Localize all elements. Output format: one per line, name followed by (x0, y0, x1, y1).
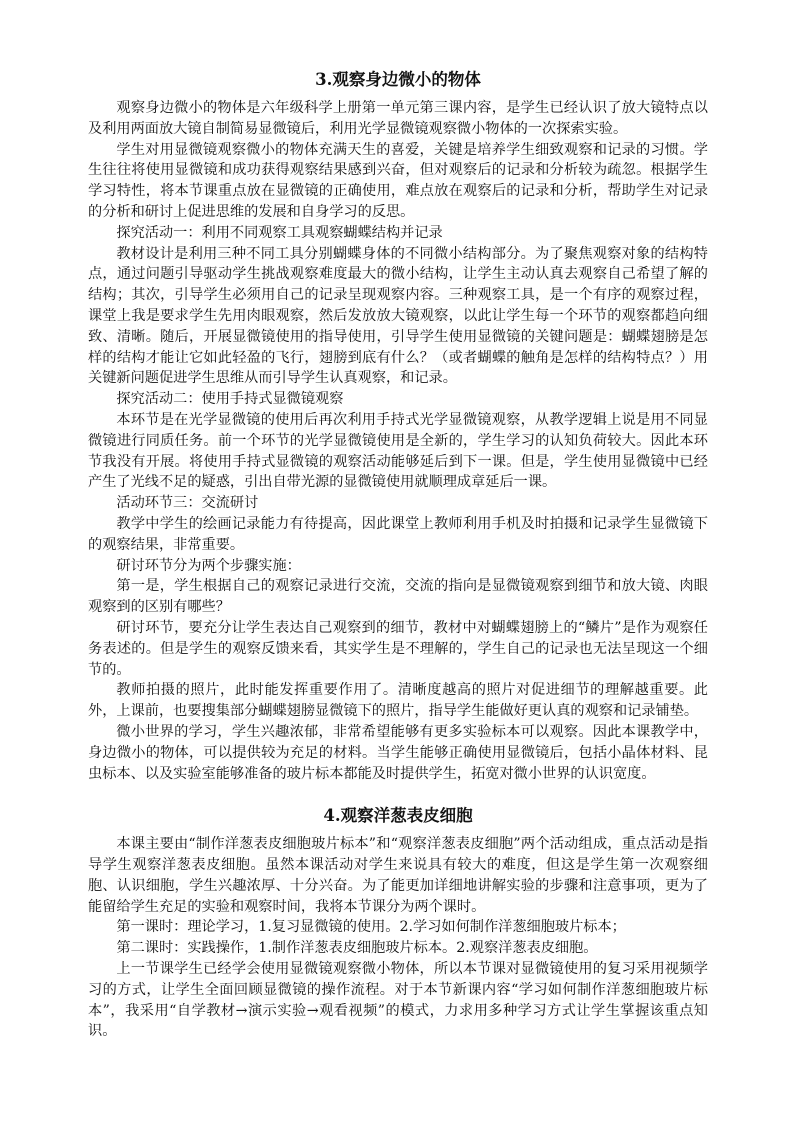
paragraph: 微小世界的学习，学生兴趣浓郁，非常希望能够有更多实验标本可以观察。因此本课教学中，身边微小的物体，可以提供较为充足的材料。当学生能够正确使用显微镜后，包括小晶体材料、昆虫标本、以及实验室能够准备的玻片标本都能及时提供学生，拓宽对微小世界的认识宽度。 (88, 723, 708, 782)
paragraph: 本环节是在光学显微镜的使用后再次利用手持式光学显微镜观察，从教学逻辑上说是用不同显微镜进行同质任务。前一个环节的光学显微镜使用是全新的，学生学习的认知负荷较大。因此本环节我没有开展。将使用手持式显微镜的观察活动能够延后到下一课。但是，学生使用显微镜中已经产生了光线不足的疑惑，引出自带光源的显微镜使用就顺理成章延后一课。 (88, 411, 708, 491)
paragraph: 第二课时：实践操作，1.制作洋葱表皮细胞玻片标本。2.观察洋葱表皮细胞。 (116, 940, 598, 957)
paragraph: 教师拍摄的照片，此时能发挥重要作用了。清晰度越高的照片对促进细节的理解越重要。此外，上课前，也要搜集部分蝴蝶翅膀显微镜下的照片，指导学生能做好更认真的观察和记录铺垫。 (88, 682, 708, 720)
section-onion-cells (88, 804, 708, 1042)
paragraph: 活动环节三：交流研讨 (116, 495, 259, 512)
paragraph: 探究活动一：利用不同观察工具观察蝴蝶结构并记录 (116, 224, 443, 241)
paragraph: 探究活动二：使用手持式显微镜观察 (116, 391, 344, 408)
paragraph: 学生对用显微镜观察微小的物体充满天生的喜爱，关键是培养学生细致观察和记录的习惯。学生往往将使用显微镜和成功获得观察结果感到兴奋，但对观察后的记录和分析较为疏忽。根据学生学习特性，将本节课重点放在显微镜的正确使用，难点放在观察后的记录和分析，帮助学生对记录的分析和研讨上促进思维的发展和自身学习的反思。 (88, 141, 708, 220)
paragraph: 教材设计是利用三种不同工具分别蝴蝶身体的不同微小结构部分。为了聚焦观察对象的结构特点，通过问题引导驱动学生挑战观察难度最大的微小结构，让学生主动认真去观察自己希望了解的结构；其次，引导学生必须用自己的记录呈现观察内容。三种观察工具，是一个有序的观察过程，课堂上我是要求学生先用肉眼观察，然后发放放大镜观察，以此让学生每一个环节的观察都趋向细致、清晰。随后，开展显微镜使用的指导使用，引导学生使用显微镜的关键问题是：蝴蝶翅膀是怎样的结构才能让它如此轻盈的飞行，翅膀到底有什么？（或者蝴蝶的触角是怎样的结构特点？）用关键新问题促进学生思维从而引导学生认真观察，和记录。 (88, 245, 708, 387)
section-title: 3.观察身边微小的物体 (315, 70, 481, 89)
paragraph: 研讨环节，要充分让学生表达自己观察到的细节，教材中对蝴蝶翅膀上的“鳞片”是作为观察任务表述的。但是学生的观察反馈来看，其实学生是不理解的，学生自己的记录也无法呈现这一个细节的。 (88, 619, 708, 678)
paragraph: 上一节课学生已经学会使用显微镜观察微小物体，所以本节课对显微镜使用的复习采用视频学习的方式，让学生全面回顾显微镜的操作流程。对于本节新课内容“学习如何制作洋葱细胞玻片标本”，我采用“自学教材→演示实验→观看视频”的模式，力求用多种学习方式让学生掌握该重点知识。 (88, 961, 708, 1040)
paragraph: 本课主要由“制作洋葱表皮细胞玻片标本”和“观察洋葱表皮细胞”两个活动组成，重点活动是指导学生观察洋葱表皮细胞。虽然本课活动对学生来说具有较大的难度，但这是学生第一次观察细胞、认识细胞，学生兴趣浓厚、十分兴奋。为了能更加详细地讲解实验的步骤和注意事项，更为了能留给学生充足的实验和观察时间，我将本节课分为两个课时。 (88, 836, 708, 915)
paragraph: 第一是，学生根据自己的观察记录进行交流，交流的指向是显微镜观察到细节和放大镜、肉眼观察到的区别有哪些？ (88, 578, 708, 616)
paragraph: 教学中学生的绘画记录能力有待提高，因此课堂上教师利用手机及时拍摄和记录学生显微镜下的观察结果，非常重要。 (88, 515, 708, 553)
paragraph: 研讨环节分为两个步骤实施： (116, 557, 301, 574)
document-page (88, 68, 708, 1042)
section-title: 4.观察洋葱表皮细胞 (323, 806, 473, 826)
section-observe-tiny-objects (88, 68, 708, 784)
paragraph: 第一课时：理论学习，1.复习显微镜的使用。2.学习如何制作洋葱细胞玻片标本； (116, 919, 626, 936)
paragraph: 观察身边微小的物体是六年级科学上册第一单元第三课内容，是学生已经认识了放大镜特点以及利用两面放大镜自制简易显微镜后，利用光学显微镜观察微小物体的一次探索实验。 (88, 100, 708, 137)
